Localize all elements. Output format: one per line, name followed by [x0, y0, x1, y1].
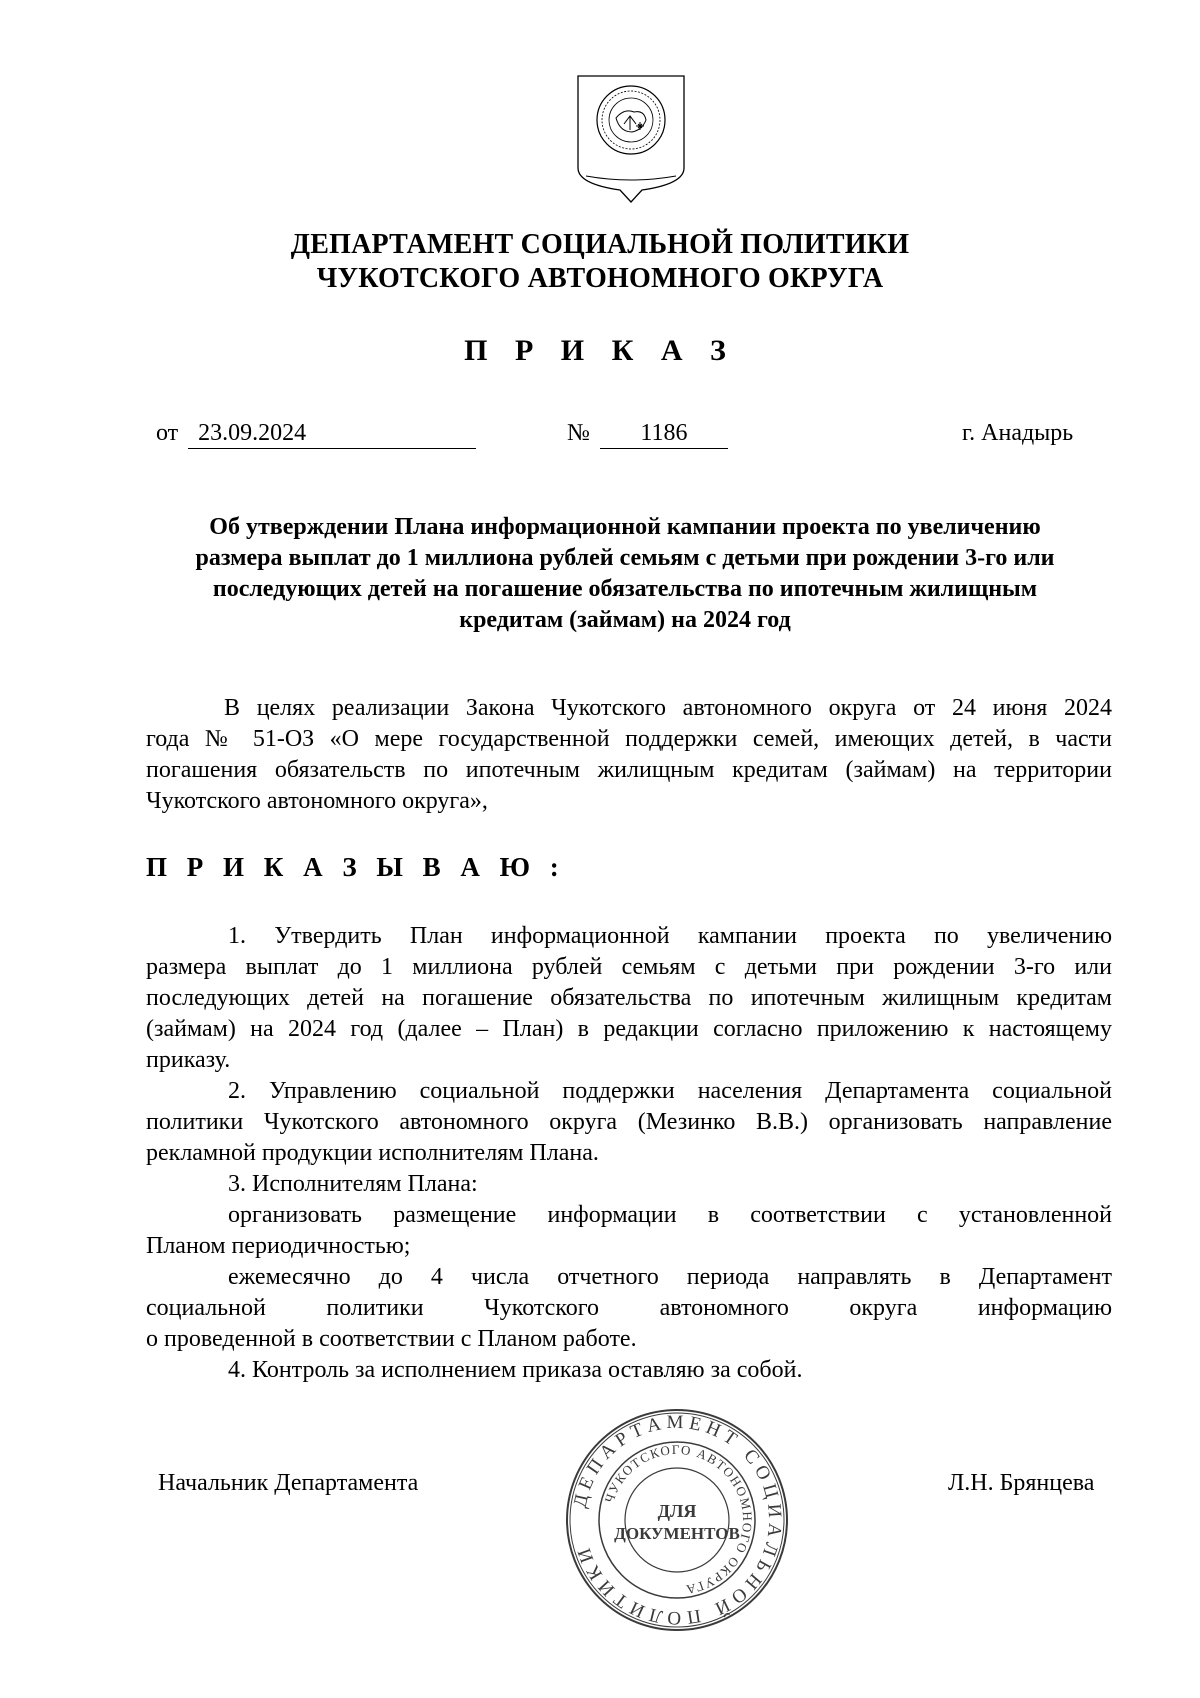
item-2-line: 2. Управлению социальной поддержки населения Департамента социальной — [228, 1078, 1112, 1104]
item-3-line: организовать размещение информации в соответствии с установленной — [228, 1202, 1112, 1228]
item-1-line: размера выплат до 1 миллиона рублей семьям с детьми при рождении 3-го или — [146, 954, 1112, 980]
number-value: 1186 — [600, 418, 728, 449]
number-prefix: № — [567, 420, 590, 446]
preamble-line: погашения обязательств по ипотечным жилищным кредитам (займам) на территории — [146, 757, 1112, 783]
item-1-line: последующих детей на погашение обязательства по ипотечным жилищным кредитам — [146, 985, 1112, 1011]
document-type-title: П Р И К А З — [464, 334, 736, 367]
signatory-name: Л.Н. Брянцева — [948, 1470, 1095, 1496]
item-2-line: рекламной продукции исполнителям Плана. — [146, 1140, 599, 1166]
item-3-line: социальной политики Чукотского автономного округа информацию — [146, 1295, 1112, 1321]
coat-of-arms-emblem — [572, 72, 690, 206]
item-3-line: ежемесячно до 4 числа отчетного периода направлять в Департамент — [228, 1264, 1112, 1290]
department-name-line-1: ДЕПАРТАМЕНТ СОЦИАЛЬНОЙ ПОЛИТИКИ — [290, 229, 910, 260]
item-3-line: Планом периодичностью; — [146, 1233, 411, 1259]
subject-line: Об утверждении Плана информационной кампании проекта по увеличению — [209, 514, 1041, 540]
date-value: 23.09.2024 — [188, 418, 476, 449]
date-field — [156, 418, 476, 449]
official-seal-stamp — [562, 1405, 792, 1635]
item-1-line: 1. Утвердить План информационной кампании проекта по увеличению — [228, 923, 1112, 949]
date-prefix: от — [156, 420, 179, 446]
signatory-title: Начальник Департамента — [158, 1470, 419, 1496]
department-name-line-2: ЧУКОТСКОГО АВТОНОМНОГО ОКРУГА — [316, 263, 884, 294]
seal-center-line-2: ДОКУМЕНТОВ — [614, 1524, 740, 1543]
seal-outer-text: ДЕПАРТАМЕНТ СОЦИАЛЬНОЙ ПОЛИТИКИ — [569, 1411, 786, 1629]
subject-line: последующих детей на погашение обязательства по ипотечным жилищным — [212, 576, 1038, 602]
number-field — [567, 418, 728, 449]
preamble-line: В целях реализации Закона Чукотского автономного округа от 24 июня 2024 — [224, 695, 1112, 721]
seal-inner-text: ЧУКОТСКОГО АВТОНОМНОГО ОКРУГА — [601, 1441, 756, 1598]
item-2-line: политики Чукотского автономного округа (Мезинко В.В.) организовать направление — [146, 1109, 1112, 1135]
item-1-line: (займам) на 2024 год (далее – План) в редакции согласно приложению к настоящему — [146, 1016, 1112, 1042]
order-subject — [150, 512, 1100, 636]
preamble-line: Чукотского автономного округа», — [146, 788, 488, 814]
preamble-line: года № 51-ОЗ «О мере государственной поддержки семей, имеющих детей, в части — [146, 726, 1112, 752]
directive-heading: П Р И К А З Ы В А Ю : — [146, 852, 566, 882]
item-1-line: приказу. — [146, 1047, 231, 1073]
seal-center-line-1: ДЛЯ — [657, 1501, 697, 1521]
subject-line: размера выплат до 1 миллиона рублей семьям с детьми при рождении 3-го или — [195, 545, 1055, 571]
item-4-line: 4. Контроль за исполнением приказа оставляю за собой. — [228, 1357, 803, 1383]
item-3-line: о проведенной в соответствии с Планом работе. — [146, 1326, 637, 1352]
item-3-line: 3. Исполнителям Плана: — [228, 1171, 478, 1197]
city: г. Анадырь — [962, 420, 1074, 446]
subject-line: кредитам (займам) на 2024 год — [459, 607, 791, 633]
